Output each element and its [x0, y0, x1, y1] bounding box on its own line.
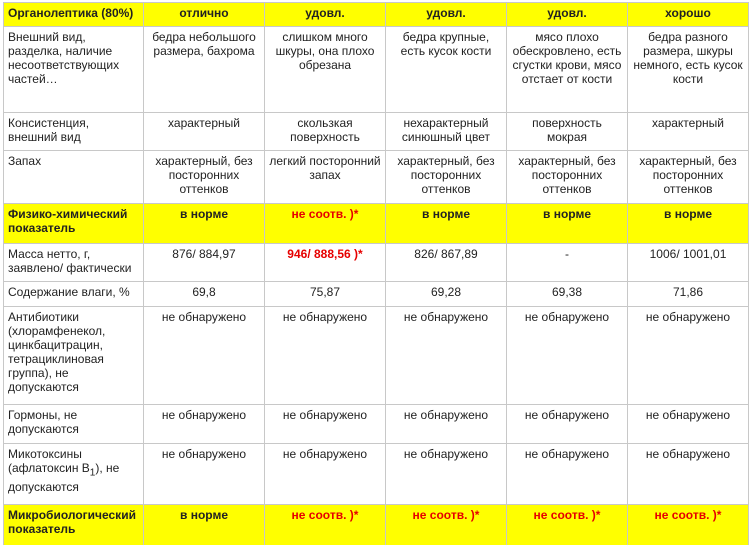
row-label: Гормоны, не допускаются	[4, 405, 144, 444]
table-cell: не обнаружено	[628, 444, 749, 505]
header-grade-3: удовл.	[386, 3, 507, 27]
table-cell: 946/ 888,56 )*	[265, 244, 386, 282]
table-cell: 69,28	[386, 282, 507, 307]
row-label: Содержание влаги, %	[4, 282, 144, 307]
table-cell: не обнаружено	[386, 444, 507, 505]
table-body	[4, 3, 749, 545]
row-label: Физико-химический показатель	[4, 204, 144, 244]
row-label: Внешний вид, разделка, наличие несоответствующих частей…	[4, 27, 144, 113]
table-cell: -	[507, 244, 628, 282]
header-grade-5: хорошо	[628, 3, 749, 27]
table-row-moisture	[4, 282, 749, 307]
table-cell: не обнаружено	[507, 307, 628, 405]
table-row-smell	[4, 151, 749, 204]
table-cell: скользкая поверхность	[265, 113, 386, 151]
table-cell: не соотв. )*	[265, 505, 386, 545]
table-cell: характерный, без посторонних оттенков	[144, 151, 265, 204]
table-cell: 69,38	[507, 282, 628, 307]
table-row-physchem	[4, 204, 749, 244]
row-label-tail: ), не допускаются	[8, 461, 120, 495]
table-cell: не соотв. )*	[386, 505, 507, 545]
table-cell: бедра разного размера, шкуры немного, есть кусок кости	[628, 27, 749, 113]
row-label-text: Микотоксины (афлатоксин В	[8, 447, 90, 475]
table-row-hormones	[4, 405, 749, 444]
header-label: Органолептика (80%)	[4, 3, 144, 27]
table-cell: мясо плохо обескровлено, есть сгустки крови, мясо отстает от кости	[507, 27, 628, 113]
table-cell: не соотв. )*	[628, 505, 749, 545]
comparison-table	[3, 2, 749, 545]
table-cell: не обнаружено	[386, 307, 507, 405]
table-cell: в норме	[144, 204, 265, 244]
header-grade-2: удовл.	[265, 3, 386, 27]
row-label: Консистенция, внешний вид	[4, 113, 144, 151]
table-cell: не обнаружено	[507, 405, 628, 444]
table-cell: не обнаружено	[144, 405, 265, 444]
header-grade-4: удовл.	[507, 3, 628, 27]
table-cell: не обнаружено	[265, 405, 386, 444]
table-cell: характерный, без посторонних оттенков	[628, 151, 749, 204]
header-grade-1: отлично	[144, 3, 265, 27]
table-cell: не обнаружено	[144, 307, 265, 405]
table-row-mass	[4, 244, 749, 282]
table-cell: не обнаружено	[144, 444, 265, 505]
table-cell: характерный, без посторонних оттенков	[507, 151, 628, 204]
table-cell: характерный	[628, 113, 749, 151]
table-cell: не соотв. )*	[507, 505, 628, 545]
table-cell: 71,86	[628, 282, 749, 307]
header-row	[4, 3, 749, 27]
table-cell: 69,8	[144, 282, 265, 307]
row-label: Запах	[4, 151, 144, 204]
table-cell: легкий посторонний запах	[265, 151, 386, 204]
table-cell: 876/ 884,97	[144, 244, 265, 282]
table-cell: слишком много шкуры, она плохо обрезана	[265, 27, 386, 113]
row-label-subscript: 1	[89, 467, 96, 479]
table-row-mycotoxins	[4, 444, 749, 505]
table-cell: в норме	[628, 204, 749, 244]
table-cell: в норме	[144, 505, 265, 545]
table-cell: характерный	[144, 113, 265, 151]
table-cell: 826/ 867,89	[386, 244, 507, 282]
table-cell: 75,87	[265, 282, 386, 307]
table-cell: 1006/ 1001,01	[628, 244, 749, 282]
table-cell: не соотв. )*	[265, 204, 386, 244]
table-cell: не обнаружено	[628, 307, 749, 405]
table-cell: характерный, без посторонних оттенков	[386, 151, 507, 204]
table-cell: не обнаружено	[265, 307, 386, 405]
table-row-consistency	[4, 113, 749, 151]
table-cell: бедра крупные, есть кусок кости	[386, 27, 507, 113]
table-cell: не обнаружено	[507, 444, 628, 505]
table-cell: поверхность мокрая	[507, 113, 628, 151]
table-cell: не обнаружено	[386, 405, 507, 444]
table-row-microbio	[4, 505, 749, 545]
row-label	[4, 444, 144, 505]
table-cell: в норме	[507, 204, 628, 244]
table-cell: не обнаружено	[628, 405, 749, 444]
table-row-appearance	[4, 27, 749, 113]
table-cell: не обнаружено	[265, 444, 386, 505]
row-label: Антибиотики (хлорамфенекол, цинкбацитрацин, тетрациклиновая группа), не допускаются	[4, 307, 144, 405]
table-cell: бедра небольшого размера, бахрома	[144, 27, 265, 113]
table-cell: нехарактерный синюшный цвет	[386, 113, 507, 151]
row-label: Масса нетто, г, заявлено/ фактически	[4, 244, 144, 282]
table-cell: в норме	[386, 204, 507, 244]
row-label: Микробиологический показатель	[4, 505, 144, 545]
comparison-table-container	[3, 2, 749, 545]
table-row-antibiotics	[4, 307, 749, 405]
